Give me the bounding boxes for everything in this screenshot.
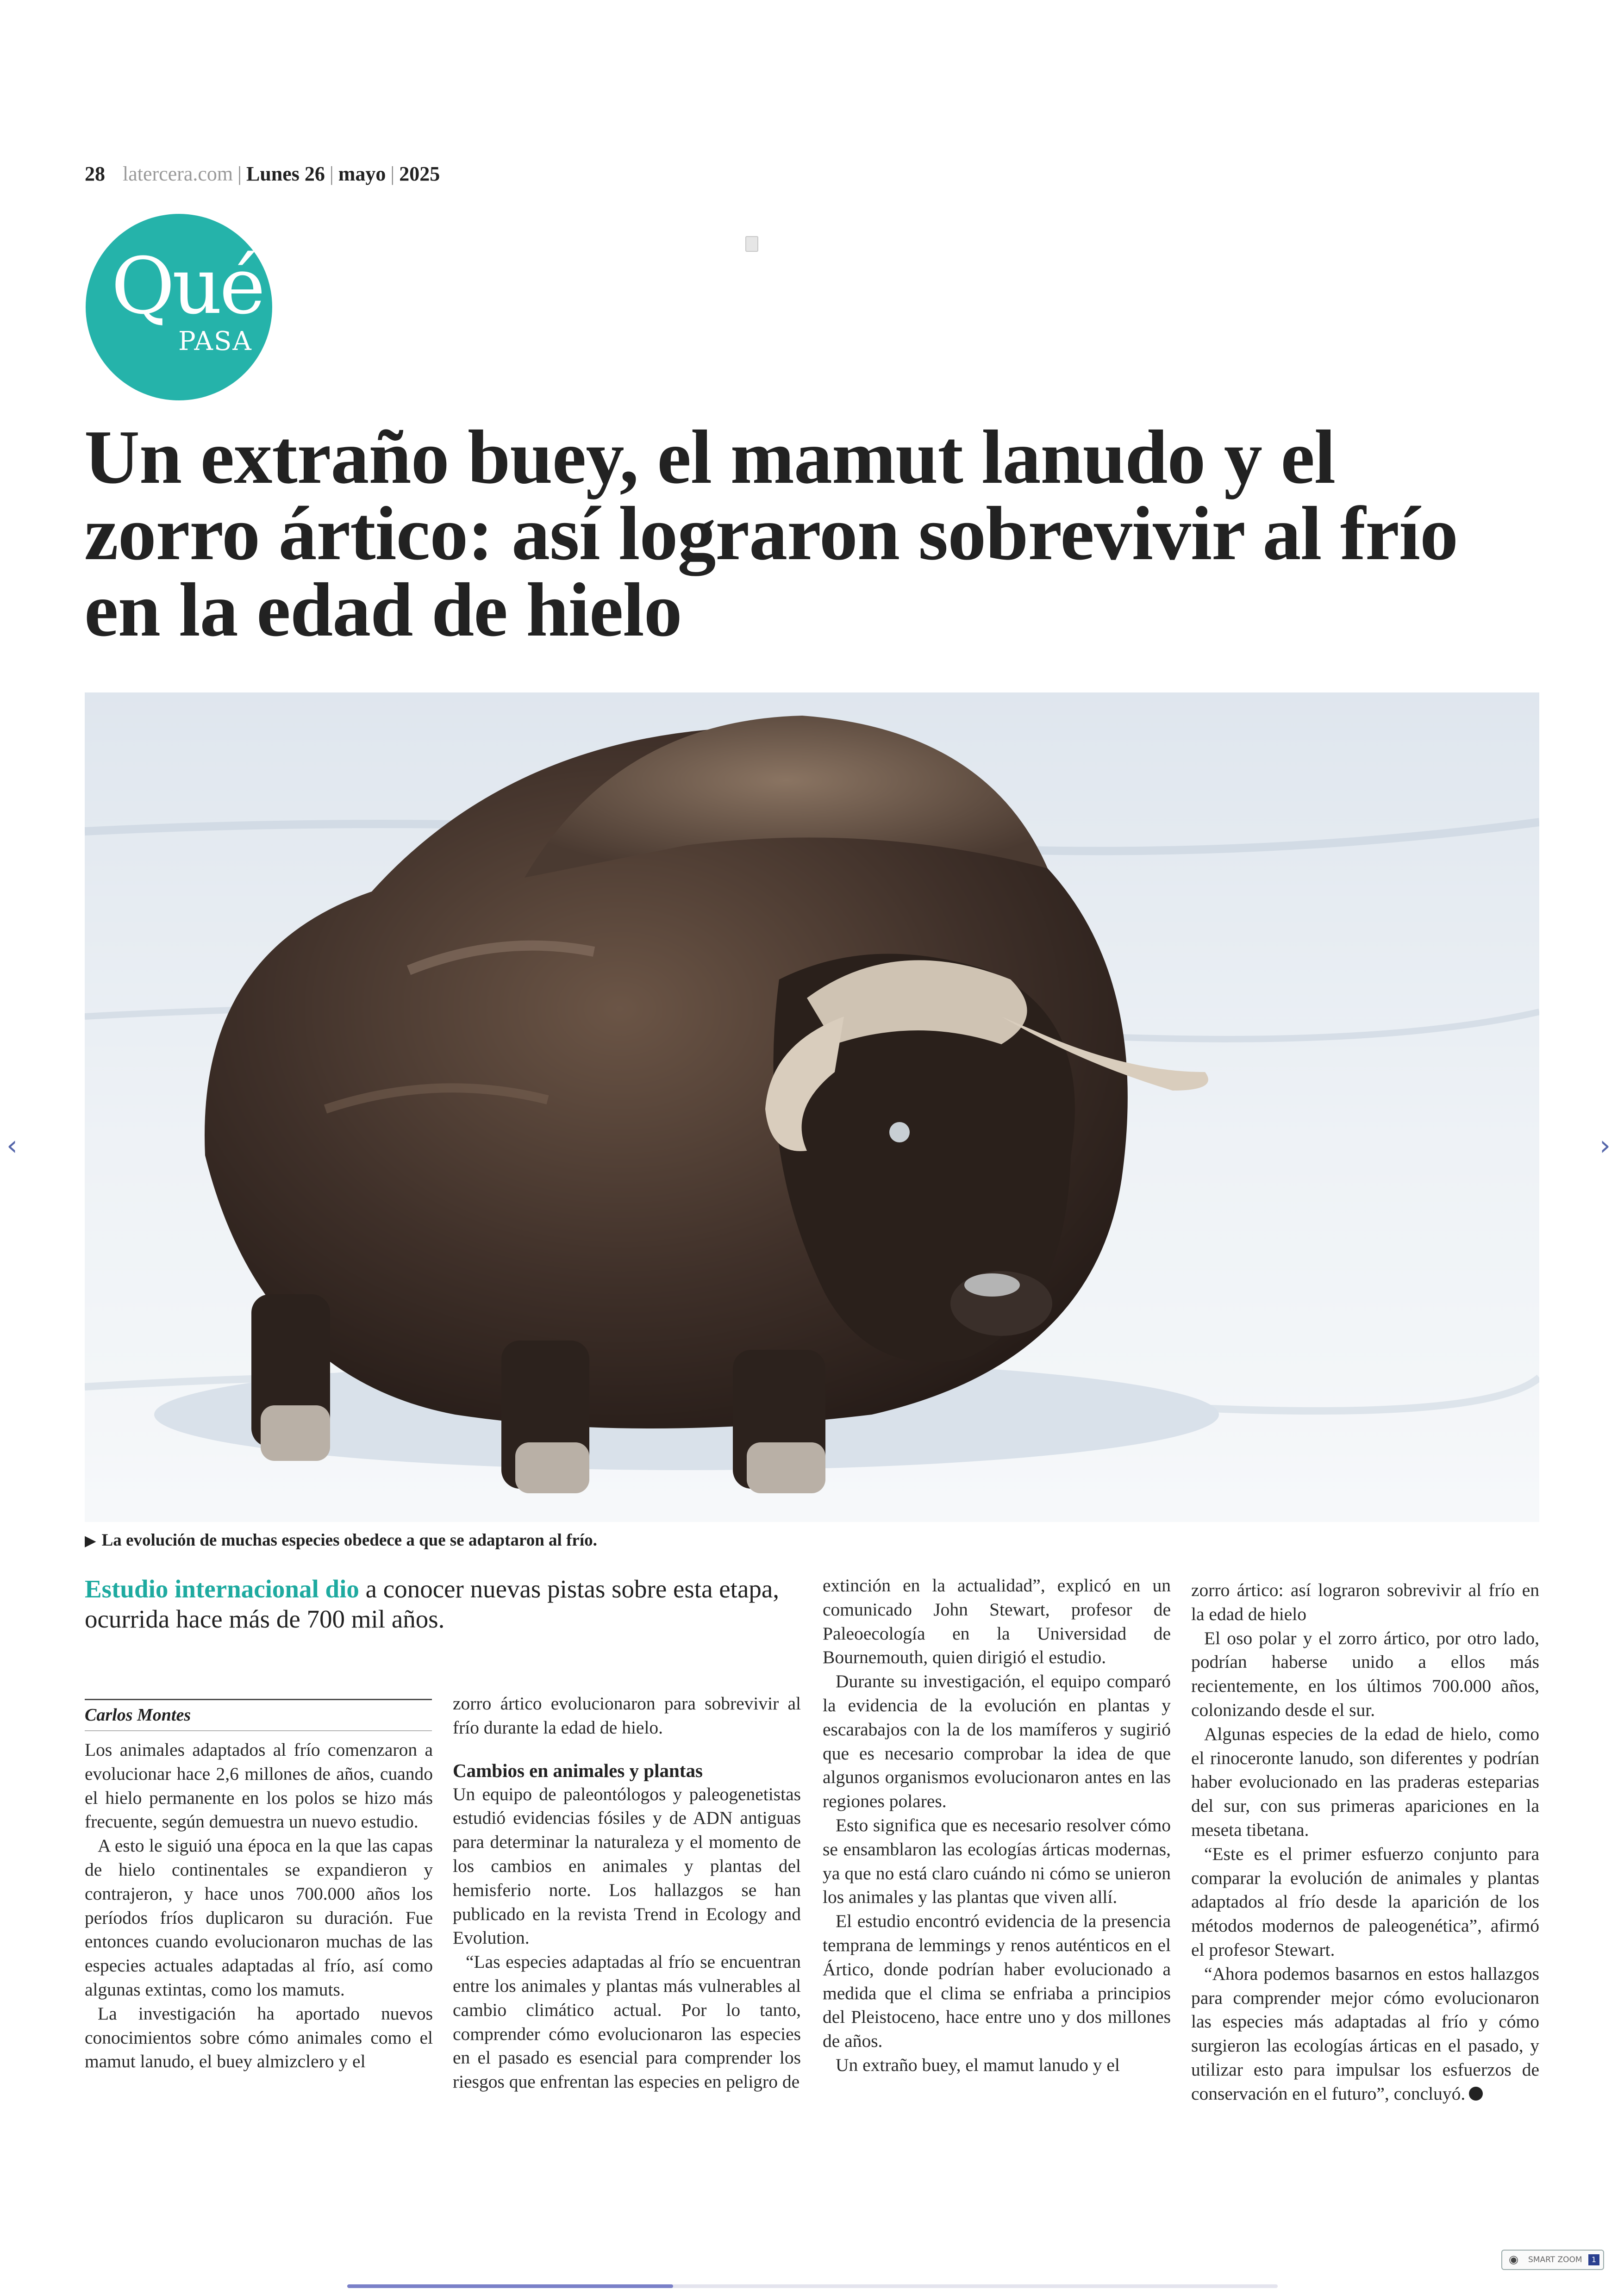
paragraph: Durante su investigación, el equipo comparó la evidencia de la evolución en plantas y escarabajos con la de los mamíferos y sugirió que es necesario comprobar la idea de que algunos organismos evolucionaron antes en las regiones polares. — [823, 1671, 1171, 1812]
paragraph: “Este es el primer esfuerzo conjunto para comparar la evolución de animales y plantas adaptados al frío desde la aparición de los métodos modernos de paleogenética”, afirmó el profesor Stewart. — [1191, 1843, 1539, 1960]
paragraph: Un equipo de paleontólogos y paleogenetistas estudió evidencias fósiles y de ADN antiguas para determinar la naturaleza y el momento de los cambios en animales y plantas del hemisferio norte. Los hallazgos se han publicado en la revista Trend in Ecology and Evolution. — [453, 1784, 801, 1948]
article-column-3 — [823, 1574, 1171, 2077]
page-badge: 1 — [1588, 2254, 1599, 2265]
article-column-4 — [1191, 1578, 1539, 2106]
paragraph: zorro ártico evolucionaron para sobrevivir al frío durante la edad de hielo. — [453, 1693, 801, 1738]
article-deck — [85, 1574, 816, 1634]
header-year: 2025 — [399, 162, 440, 185]
que-pasa-logo — [86, 214, 272, 400]
site-name: latercera.com — [123, 162, 233, 185]
subheading: Cambios en animales y plantas — [453, 1759, 703, 1781]
paragraph: A esto le siguió una época en la que las capas de hielo continentales se expandieron y contrajeron, y hace unos 700.000 años los períodos fríos duplicaron su duración. Fue entonces cuando evolucionaron muchas de las especies actuales adaptadas al frío, así como algunas extintas, como los mamuts. — [85, 1835, 433, 2000]
logo-pasa-text: PASA — [178, 326, 252, 356]
running-header — [85, 162, 440, 186]
reading-progress-fill — [347, 2284, 673, 2288]
header-separator: | — [237, 162, 242, 185]
byline-rule — [85, 1730, 432, 1731]
paragraph: Algunas especies de la edad de hielo, como el rinoceronte lanudo, son diferentes y podrían haber evolucionado en las praderas esteparias del sur, con sus primeras apariciones en la meseta tibetana. — [1191, 1723, 1539, 1840]
photo-caption — [85, 1530, 597, 1550]
article-column-1 — [85, 1738, 433, 2074]
paragraph: “Las especies adaptadas al frío se encuentran entre los animales y plantas más vulnerables al cambio climático actual. Por lo tanto, comprender cómo evolucionaron las especies en el pasado es esencial para comprender los riesgos que enfrentan las especies en peligro de — [453, 1952, 801, 2092]
byline: Carlos Montes — [85, 1705, 191, 1725]
article-column-2 — [453, 1692, 801, 2094]
paragraph: Esto significa que es necesario resolver cómo se ensamblaron las ecologías árticas modernas, ya que no está claro cuándo ni cómo se unieron los animales y las plantas que viven allí. — [823, 1815, 1171, 1908]
paragraph: Los animales adaptados al frío comenzaron a evolucionar hace 2,6 millones de años, cuando el hielo permanente en los polos se hizo más frecuente, según demuestra un nuevo estudio. — [85, 1740, 433, 1832]
paragraph: extinción en la actualidad”, explicó en un comunicado John Stewart, profesor de Paleoecología en la Universidad de Bournemouth, quien dirigió el estudio. — [823, 1575, 1171, 1668]
deck-highlight: Estudio internacional dio — [85, 1575, 359, 1603]
musk-ox-photo — [85, 692, 1539, 1522]
paragraph: El oso polar y el zorro ártico, por otro lado, podrían haberse unido a ellos más recientemente, en los últimos 700.000 años, colonizando desde el sur. — [1191, 1628, 1539, 1720]
article-photo — [85, 692, 1539, 1522]
header-weekday-day: Lunes 26 — [246, 162, 325, 185]
header-month: mayo — [338, 162, 386, 185]
paragraph: Un extraño buey, el mamut lanudo y el — [836, 2054, 1120, 2075]
paragraph: El estudio encontró evidencia de la presencia temprana de lemmings y renos auténticos en el Ártico, donde podrían haber evolucionado a medida que el clima se enfriaba a principios del Pleistoceno, hace entre uno y dos millones de años. — [823, 1911, 1171, 2052]
end-of-article-dot-icon — [1469, 2087, 1483, 2101]
caption-text: La evolución de muchas especies obedece a que se adaptaron al frío. — [101, 1531, 597, 1550]
paragraph: zorro ártico: así lograron sobrevivir al frío en la edad de hielo — [1191, 1580, 1539, 1624]
paragraph: La investigación ha aportado nuevos conocimientos sobre cómo animales como el mamut lanudo, el buey almizclero y el — [85, 2003, 433, 2072]
header-separator: | — [329, 162, 334, 185]
header-separator: | — [390, 162, 395, 185]
reading-progress-bar[interactable] — [347, 2284, 1278, 2288]
chevron-left-icon[interactable]: ‹ — [6, 1129, 18, 1162]
smart-zoom-button[interactable] — [1501, 2250, 1604, 2270]
article-headline: Un extraño buey, el mamut lanudo y el zorro ártico: así lograron sobrevivir al frío en la edad de hielo — [84, 414, 1458, 652]
caption-triangle-icon: ▶ — [85, 1532, 96, 1549]
logo-que-text: Qué — [111, 241, 263, 331]
page-number: 28 — [85, 162, 105, 185]
byline-rule — [85, 1699, 432, 1700]
bookmark-icon[interactable] — [745, 236, 758, 252]
eye-icon: ◉ — [1509, 2253, 1518, 2266]
paragraph — [1191, 1962, 1539, 2106]
deck-text: a conocer nuevas pistas sobre esta etapa, ocurrida hace más de 700 mil años. — [85, 1575, 780, 1633]
smart-zoom-label: SMART ZOOM — [1528, 2255, 1582, 2264]
paragraph-text: “Ahora podemos basarnos en estos hallazgos para comprender mejor cómo evolucionaron las especies más adaptadas al frío y cómo surgieron las ecologías árticas en el pasado, y utilizar esto para impulsar los esfuerzos de conservación en el futuro”, concluyó. — [1191, 1963, 1539, 2104]
chevron-right-icon[interactable]: › — [1599, 1129, 1611, 1162]
